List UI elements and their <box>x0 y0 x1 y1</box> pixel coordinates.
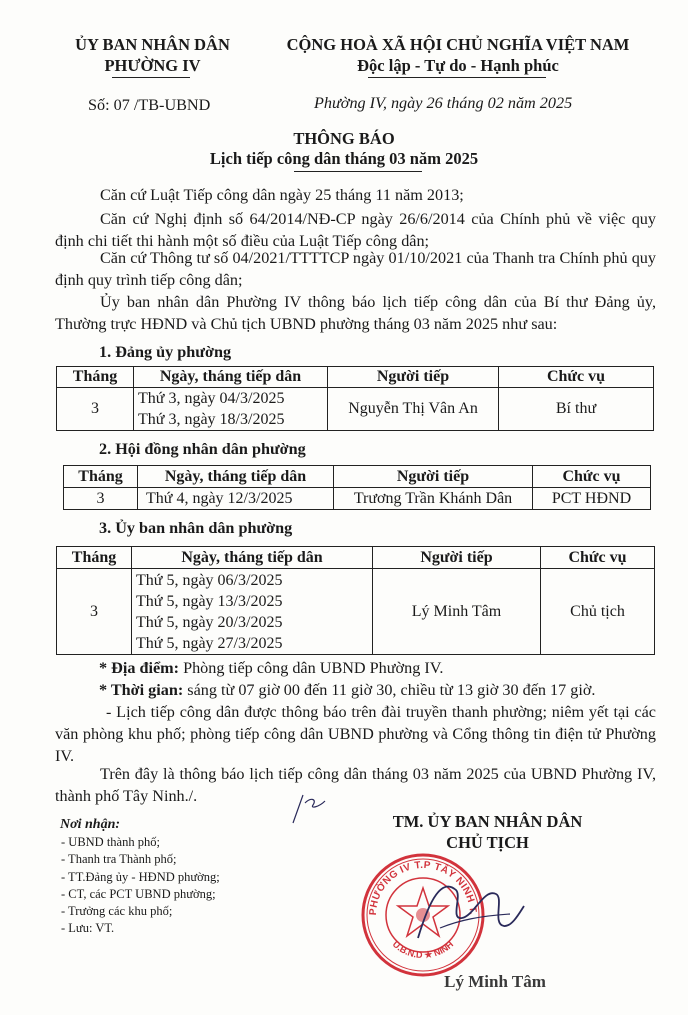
person-cell: Nguyễn Thị Vân An <box>328 388 499 431</box>
initial-mark <box>283 787 343 827</box>
publish-note: - Lịch tiếp công dân được thông báo trên đài truyền thanh phường; niêm yết tại các văn phòng khu phố; phòng tiếp công dân UBND phường và Cổng thông tin điện tử Phường IV. <box>55 703 656 765</box>
signature-line1: TM. ỦY BAN NHÂN DÂN <box>392 812 583 831</box>
dates-cell: Thứ 4, ngày 12/3/2025 <box>138 488 334 510</box>
month-cell: 3 <box>57 388 134 431</box>
person-cell: Lý Minh Tâm <box>373 569 541 655</box>
basis-circular: Căn cứ Thông tư số 04/2021/TTTTCP ngày 01/10/2021 của Thanh tra Chính phủ quy định quy trình tiếp công dân; <box>55 249 656 289</box>
handwritten-signature <box>400 868 530 948</box>
nation-line2: Độc lập - Tự do - Hạnh phúc <box>357 56 559 75</box>
person-cell: Trương Trần Khánh Dân <box>334 488 533 510</box>
agency-name <box>55 34 250 76</box>
schedule-table <box>63 465 651 510</box>
basis-decree: Căn cứ Nghị định số 64/2014/NĐ-CP ngày 26/6/2014 của Chính phủ về việc quy định chi tiết thi hành một số điều của Luật Tiếp công dân; <box>55 210 656 250</box>
date-entry: Thứ 3, ngày 18/3/2025 <box>138 411 285 428</box>
section-heading: 2. Hội đồng nhân dân phường <box>99 440 306 458</box>
recipient-item: - TT.Đảng ủy - HĐND phường; <box>61 869 220 884</box>
svg-text:U.B.N.D ★ NINH: U.B.N.D ★ NINH <box>390 939 456 961</box>
time-text: sáng từ 07 giờ 00 đến 11 giờ 30, chiều từ 13 giờ 30 đến 17 giờ. <box>183 681 596 699</box>
dates-cell <box>132 569 373 655</box>
signature-title <box>355 811 620 853</box>
date-entry: Thứ 5, ngày 13/3/2025 <box>136 592 283 610</box>
recipients-label: Nơi nhận: <box>60 817 121 832</box>
column-header: Chức vụ <box>533 466 651 488</box>
document-title: THÔNG BÁO <box>293 129 395 148</box>
document-subtitle: Lịch tiếp công dân tháng 03 năm 2025 <box>209 149 479 168</box>
location-note <box>99 657 443 679</box>
column-header: Tháng <box>57 547 132 569</box>
location-text: Phòng tiếp công dân UBND Phường IV. <box>179 659 444 677</box>
month-cell: 3 <box>57 569 132 655</box>
date-entry: Thứ 5, ngày 06/3/2025 <box>136 571 283 589</box>
time-note <box>99 679 595 701</box>
column-header: Người tiếp <box>373 547 541 569</box>
position-cell: PCT HĐND <box>533 488 651 510</box>
column-header: Chức vụ <box>499 367 654 388</box>
svg-text:PHƯỜNG IV T.P TÂY NINH T.: PHƯỜNG IV T.P TÂY NINH T. <box>367 859 479 916</box>
signature-line2: CHỦ TỊCH <box>446 833 529 852</box>
column-header: Chức vụ <box>541 547 655 569</box>
recipient-item: - Lưu: VT. <box>61 921 115 936</box>
section-heading: 1. Đảng ủy phường <box>99 343 232 361</box>
signer-name: Lý Minh Tâm <box>444 972 546 991</box>
column-header: Tháng <box>64 466 138 488</box>
schedule-table <box>56 546 655 655</box>
recipient-item: - Trưởng các khu phố; <box>61 904 173 919</box>
dates-cell <box>134 388 328 431</box>
document-number: Số: 07 /TB-UBND <box>88 96 211 114</box>
column-header: Ngày, tháng tiếp dân <box>138 466 334 488</box>
recipients-list <box>61 834 220 938</box>
nation-line1: CỘNG HOÀ XÃ HỘI CHỦ NGHĨA VIỆT NAM <box>286 35 630 54</box>
section-heading: 3. Ủy ban nhân dân phường <box>99 519 293 537</box>
agency-underline <box>112 77 190 78</box>
column-header: Ngày, tháng tiếp dân <box>132 547 373 569</box>
agency-line1: ỦY BAN NHÂN DÂN <box>75 35 230 54</box>
closing-paragraph: Trên đây là thông báo lịch tiếp công dân tháng 03 năm 2025 của UBND Phường IV, thành phố Tây Ninh./. <box>55 765 656 805</box>
recipient-item: - CT, các PCT UBND phường; <box>61 886 216 901</box>
place-date: Phường IV, ngày 26 tháng 02 năm 2025 <box>314 94 573 112</box>
national-motto <box>268 34 648 76</box>
date-entry: Thứ 5, ngày 27/3/2025 <box>136 634 283 652</box>
date-entry: Thứ 3, ngày 04/3/2025 <box>138 390 285 407</box>
title-underline <box>294 171 422 172</box>
column-header: Người tiếp <box>328 367 499 388</box>
time-label: * Thời gian: <box>99 681 184 699</box>
schedule-table <box>56 366 654 431</box>
position-cell: Bí thư <box>499 388 654 431</box>
month-cell: 3 <box>64 488 138 510</box>
column-header: Ngày, tháng tiếp dân <box>134 367 328 388</box>
recipient-item: - UBND thành phố; <box>61 835 160 849</box>
location-label: * Địa điểm: <box>99 659 180 677</box>
position-cell: Chủ tịch <box>541 569 655 655</box>
motto-underline <box>368 77 546 78</box>
basis-law: Căn cứ Luật Tiếp công dân ngày 25 tháng 11 năm 2013; <box>100 186 464 204</box>
agency-line2: PHƯỜNG IV <box>104 56 201 75</box>
column-header: Tháng <box>57 367 134 388</box>
announcement-intro: Ủy ban nhân dân Phường IV thông báo lịch tiếp công dân của Bí thư Đảng ủy, Thường trực HĐND và Chủ tịch UBND phường tháng 03 năm 2025 như sau: <box>55 293 656 333</box>
column-header: Người tiếp <box>334 466 533 488</box>
date-entry: Thứ 5, ngày 20/3/2025 <box>136 613 283 631</box>
recipient-item: - Thanh tra Thành phố; <box>61 852 177 867</box>
